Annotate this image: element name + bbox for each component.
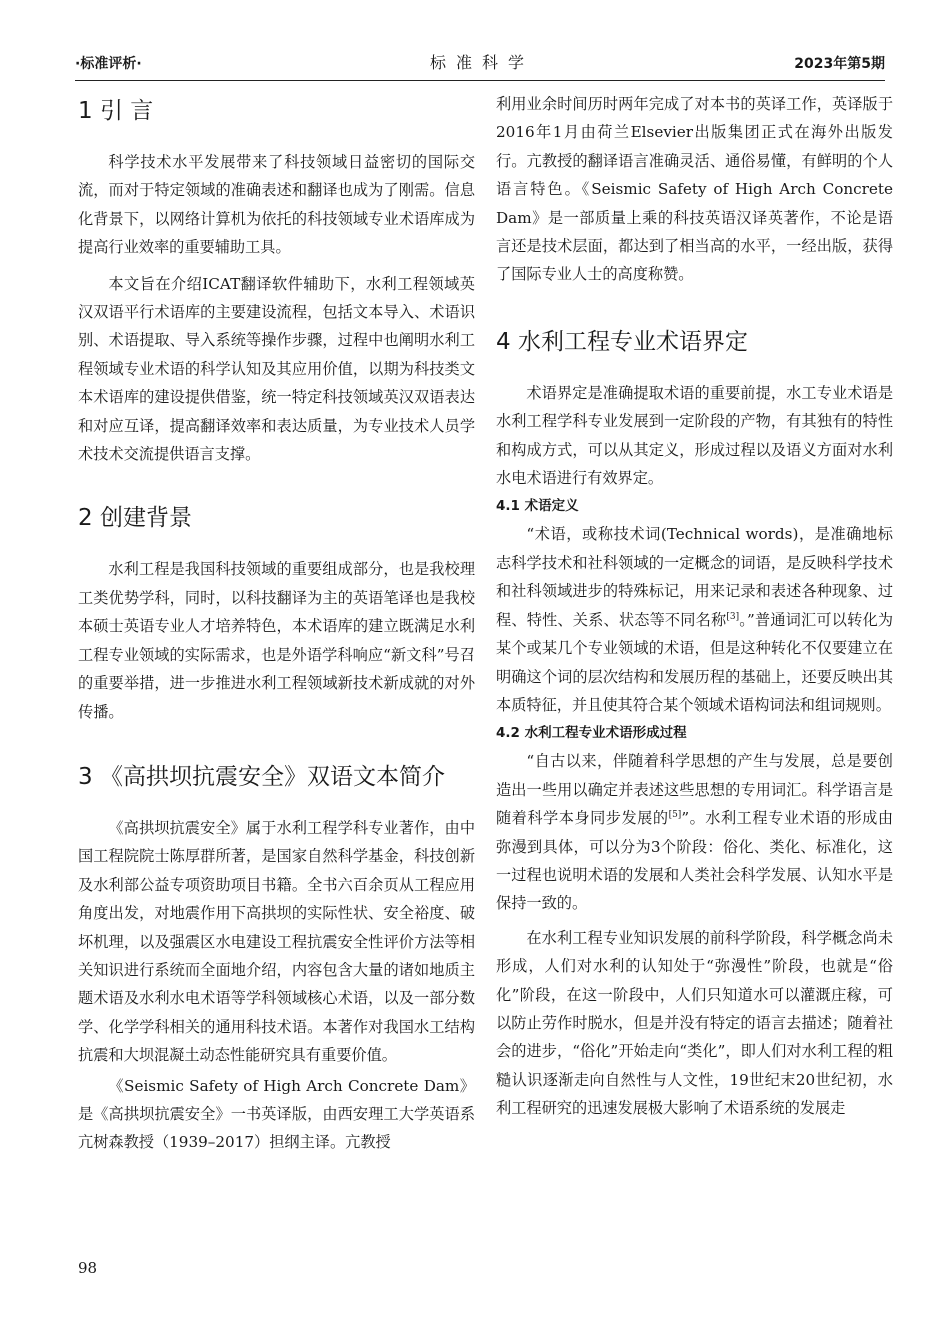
section-3-paragraph-2: 《Seismic Safety of High Arch Concrete Dam》是《高拱坝抗震安全》一书英译版，由西安理工大学英语系亢树森教授（1939–2017）担纲主译。亢教授 — [78, 1076, 475, 1152]
subsection-4-2-paragraph-2: 在水利工程专业知识发展的前科学阶段，科学概念尚未形成，人们对水利的认知处于“弥漫性”阶段，也就是“俗化”阶段，在这一阶段中，人们只知道水可以灌溉庄稼，可以防止劳作时脱水，但是并没有特定的语言去描述；随着社会的进步，“俗化”开始走向“类化”，即人们对水利工程的粗糙认识逐渐走向自然性与人文性，19世纪末20世纪初，水利工程研究的迅速发展极大影响了术语系统的发展走 — [496, 928, 893, 1118]
definition-text-b: 。”普通词汇可以转化为某个或某几个专业领域的术语，但是这种转化不仅要建立在明确这个词的层次结构和发展历程的基础上，还要反映出其本质特征，并且使其符合某个领域术语构词法和组词规则。 — [496, 610, 894, 714]
subsection-4-1-title: 4.1 术语定义 — [496, 498, 579, 515]
header-journal-title: 标准科学 — [430, 53, 535, 72]
subsection-4-2-paragraph-1 — [496, 747, 893, 917]
section-1-title: 1 引 言 — [78, 98, 154, 124]
section-2-title: 2 创建背景 — [78, 505, 192, 532]
section-3-title: 3 《高拱坝抗震安全》双语文本简介 — [78, 763, 445, 790]
formation-text-b: ”。水利工程专业术语的形成由弥漫到具体，可以分为3个阶段：俗化、类化、标准化，这一过程也说明术语的发展和人类社会科学发展、认知水平是保持一致的。 — [496, 809, 894, 913]
section-1-paragraph-2: 本文旨在介绍ICAT翻译软件辅助下，水利工程领域英汉双语平行术语库的主要建设流程，包括文本导入、术语识别、术语提取、导入系统等操作步骤，过程中也阐明水利工程领域专业术语的科学认知及其应用价值，以期为科技类文本术语库的建设提供借鉴，统一特定科技领域英汉双语表达和对应互译，提高翻译效率和表达质量，为专业技术人员学术技术交流提供语言支撑。 — [78, 274, 475, 464]
right-column — [496, 92, 893, 1123]
section-1-paragraph-1: 科学技术水平发展带来了科技领域日益密切的国际交流，而对于特定领域的准确表述和翻译也成为了刚需。信息化背景下，以网络计算机为依托的科技领域专业术语库成为提高行业效率的重要辅助工具。 — [78, 153, 475, 257]
subsection-4-2-title: 4.2 水利工程专业术语形成过程 — [496, 725, 687, 742]
formation-text-a: “自古以来，伴随着科学思想的产生与发展，总是要创造出一些用以确定并表述这些思想的专用词汇。科学语言是随着科学本身同步发展的 — [496, 752, 893, 828]
subsection-4-1-paragraph — [496, 520, 893, 719]
definition-text-a: “术语，或称技术词(Technical words)，是准确地标志科学技术和社科领域的一定概念的词语，是反映科学技术和社科领域进步的特殊标记，用来记录和表述各种现象、过程、特性、关系、状态等不同名称 — [496, 525, 893, 629]
running-header — [75, 50, 885, 81]
left-column — [78, 92, 475, 1157]
header-issue: 2023年第5期 — [794, 56, 885, 72]
citation-3: [3] — [726, 611, 740, 622]
page-number: 98 — [78, 1259, 98, 1277]
header-column-label: ·标准评析· — [75, 56, 142, 72]
section-4-title: 4 水利工程专业术语界定 — [496, 328, 748, 355]
section-3-paragraph-1: 《高拱坝抗震安全》属于水利工程学科专业著作，由中国工程院院士陈厚群所著，是国家自然科学基金，科技创新及水利部公益专项资助项目书籍。全书六百余页从工程应用角度出发，对地震作用下高拱坝的实际性状、安全裕度、破坏机理，以及强震区水电建设工程抗震安全性评价方法等相关知识进行系统而全面地介绍，内容包含大量的诸如地质主题术语及水利水电术语等学科领域核心术语，以及一部分数学、化学学科相关的通用科技术语。本著作对我国水工结构抗震和大坝混凝土动态性能研究具有重要价值。 — [78, 818, 475, 1065]
citation-5: [5] — [668, 810, 682, 821]
section-2-paragraph-1: 水利工程是我国科技领域的重要组成部分，也是我校理工类优势学科，同时，以科技翻译为主的英语笔译也是我校本硕士英语专业人才培养特色，本术语库的建立既满足水利工程专业领域的实际需求，也是外语学科响应“新文科”号召的重要举措，进一步推进水利工程领域新技术新成就的对外传播。 — [78, 560, 475, 721]
continued-paragraph: 利用业余时间历时两年完成了对本书的英译工作，英译版于2016年1月由荷兰Elsevier出版集团正式在海外出版发行。亢教授的翻译语言准确灵活、通俗易懂，有鲜明的个人语言特色。《Seismic Safety of High Arch Concrete Dam》是一部质量上乘的科技英语汉译英著作，不论是语言还是技术层面，都达到了相当高的水平，一经出版，获得了国际专业人士的高度称赞。 — [496, 95, 893, 284]
section-4-paragraph-1: 术语界定是准确提取术语的重要前提，水工专业术语是水利工程学科专业发展到一定阶段的产物，有其独有的特性和构成方式，可以从其定义，形成过程以及语义方面对水利水电术语进行有效界定。 — [496, 383, 893, 488]
